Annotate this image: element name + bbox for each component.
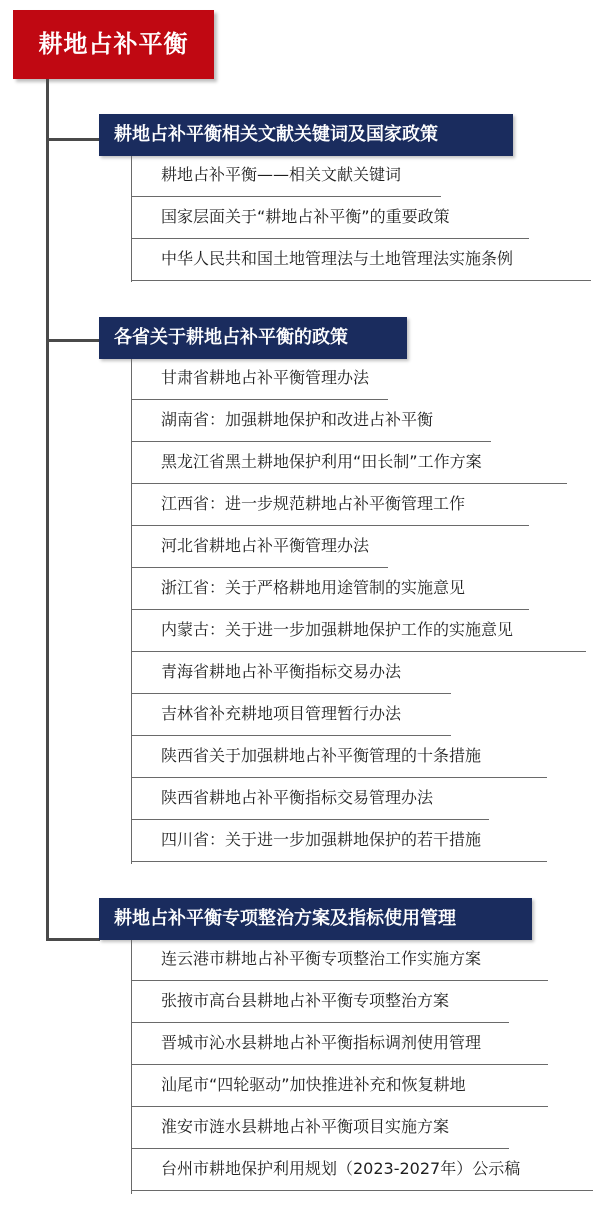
list-item: [131, 1066, 548, 1107]
list-item: [131, 982, 509, 1023]
list-item: [131, 737, 547, 778]
list-item: [131, 359, 388, 400]
list-item: [131, 695, 451, 736]
list-item: [131, 569, 529, 610]
list-item: [131, 527, 388, 568]
section-header: 耕地占补平衡专项整治方案及指标使用管理: [99, 898, 532, 940]
list-item: [131, 485, 529, 526]
section-header: 各省关于耕地占补平衡的政策: [99, 317, 407, 359]
list-item-label: 甘肃省耕地占补平衡管理办法: [161, 368, 370, 387]
list-item: [131, 1108, 509, 1149]
list-item-label: 吉林省补充耕地项目管理暂行办法: [161, 704, 402, 723]
list-item-label: 耕地占补平衡——相关文献关键词: [161, 165, 402, 184]
list-item-label: 浙江省：关于严格耕地用途管制的实施意见: [161, 578, 466, 597]
list-item-label: 内蒙古：关于进一步加强耕地保护工作的实施意见: [161, 620, 514, 639]
list-item-label: 青海省耕地占补平衡指标交易办法: [161, 662, 402, 681]
list-item-label: 四川省：关于进一步加强耕地保护的若干措施: [161, 830, 482, 849]
list-item: [131, 1024, 548, 1065]
list-item: [131, 611, 586, 652]
list-item-label: 河北省耕地占补平衡管理办法: [161, 536, 370, 555]
list-item: [131, 156, 441, 197]
list-item-label: 江西省：进一步规范耕地占补平衡管理工作: [161, 494, 466, 513]
root-title: 耕地占补平衡: [13, 10, 214, 79]
list-item-label: 张掖市高台县耕地占补平衡专项整治方案: [161, 991, 450, 1010]
list-item-label: 晋城市沁水县耕地占补平衡指标调剂使用管理: [161, 1033, 482, 1052]
list-item-label: 台州市耕地保护利用规划（2023-2027年）公示稿: [161, 1159, 521, 1178]
list-item: [131, 401, 491, 442]
list-item: [131, 443, 567, 484]
list-item-label: 连云港市耕地占补平衡专项整治工作实施方案: [161, 949, 482, 968]
section-header: 耕地占补平衡相关文献关键词及国家政策: [99, 114, 513, 156]
branch-connector-2: [46, 938, 100, 941]
list-item-label: 中华人民共和国土地管理法与土地管理法实施条例: [161, 249, 514, 268]
list-item-label: 湖南省：加强耕地保护和改进占补平衡: [161, 410, 434, 429]
list-item-label: 黑龙江省黑土耕地保护利用“田长制”工作方案: [161, 452, 482, 471]
branch-connector-0: [46, 138, 100, 141]
list-item-label: 淮安市涟水县耕地占补平衡项目实施方案: [161, 1117, 450, 1136]
trunk-connector: [46, 79, 49, 941]
list-item: [131, 821, 547, 862]
branch-connector-1: [46, 339, 100, 342]
list-item: [131, 1150, 593, 1191]
list-item: [131, 940, 548, 981]
list-item-label: 陕西省关于加强耕地占补平衡管理的十条措施: [161, 746, 482, 765]
list-item-label: 国家层面关于“耕地占补平衡”的重要政策: [161, 207, 450, 226]
list-item-label: 汕尾市“四轮驱动”加快推进补充和恢复耕地: [161, 1075, 466, 1094]
list-item-label: 陕西省耕地占补平衡指标交易管理办法: [161, 788, 434, 807]
list-item: [131, 653, 451, 694]
list-item: [131, 198, 529, 239]
list-item: [131, 779, 489, 820]
list-item: [131, 240, 591, 281]
